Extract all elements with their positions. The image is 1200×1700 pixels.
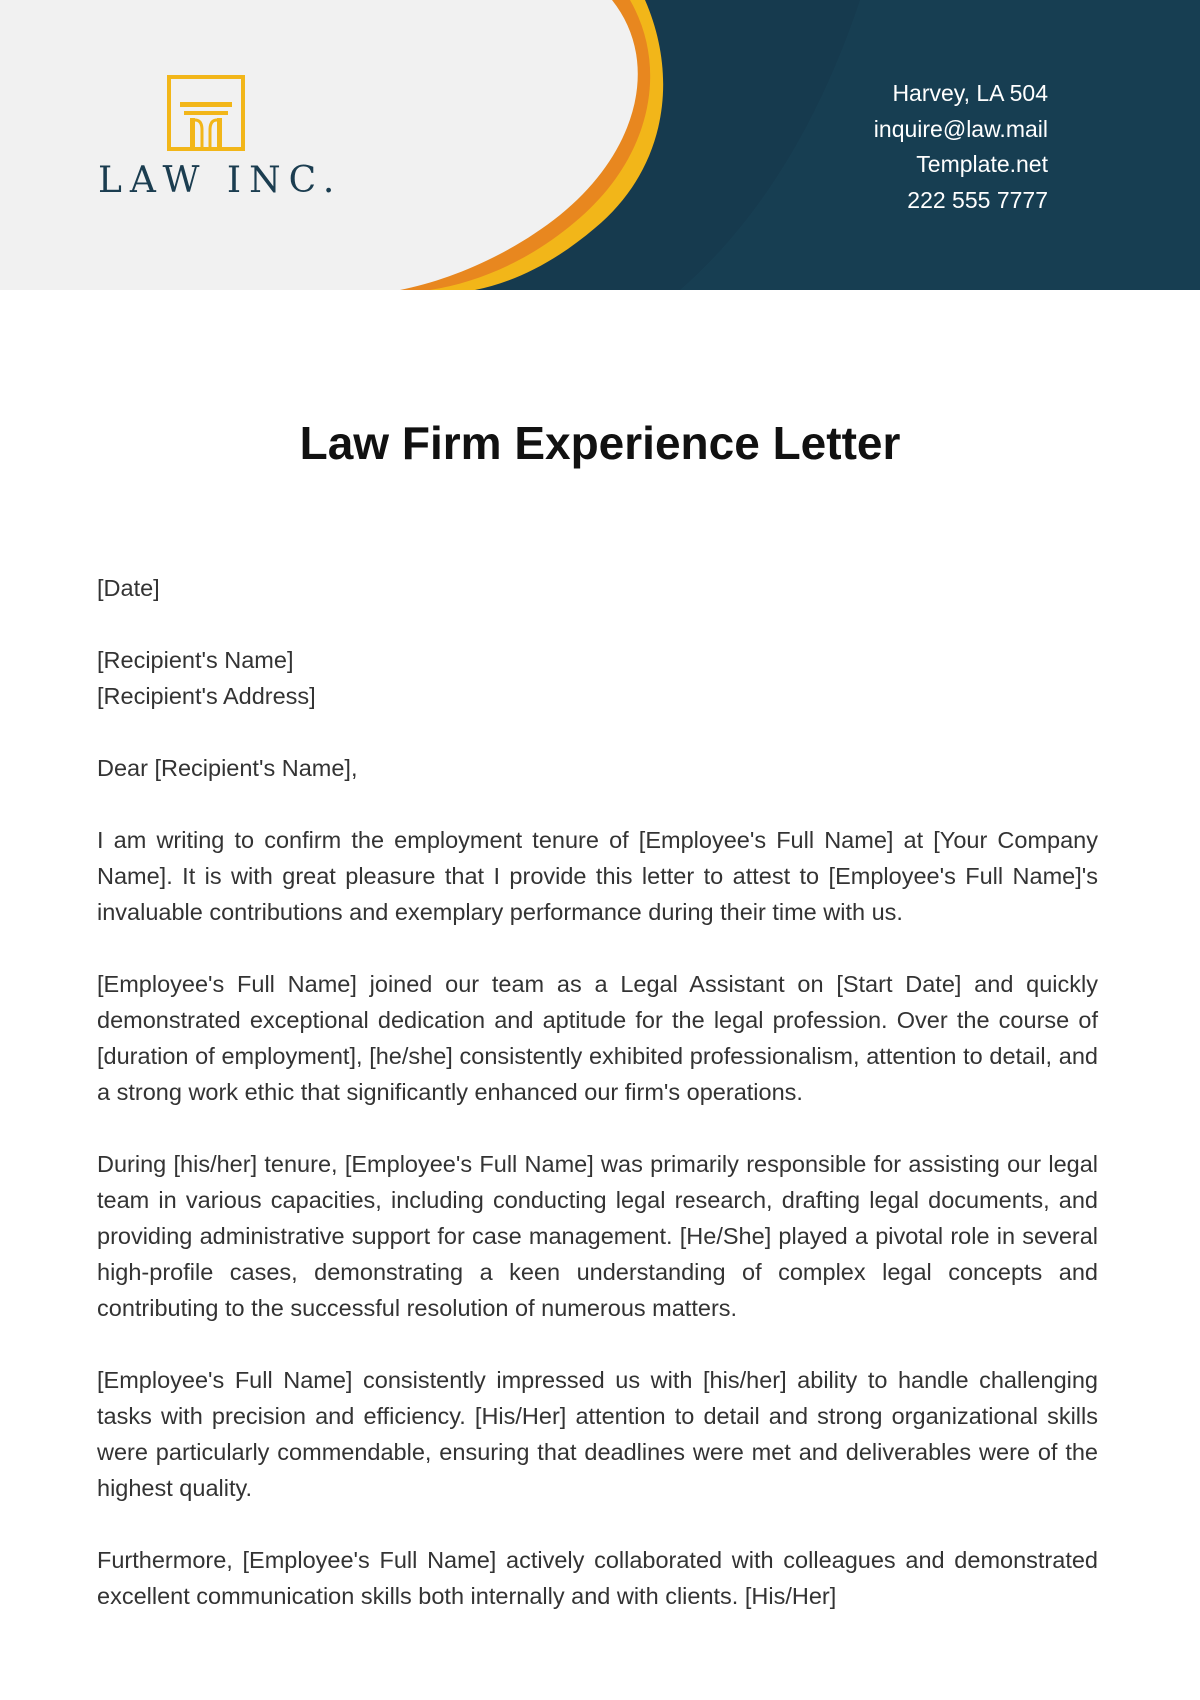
contact-block bbox=[874, 76, 1048, 218]
recipient-block bbox=[97, 642, 1098, 714]
document-title: Law Firm Experience Letter bbox=[299, 417, 901, 469]
paragraph: Furthermore, [Employee's Full Name] actively collaborated with colleagues and demonstrated excellent communication skills both internally and with clients. [His/Her] bbox=[97, 1547, 1098, 1609]
paragraph: [Employee's Full Name] joined our team as a Legal Assistant on [Start Date] and quickly demonstrated exceptional dedication and aptitude for the legal profession. Over the course of [duration of employment], [he/she] consistently exhibited professionalism, attention to detail, and a strong work ethic that significantly enhanced our firm's operations. bbox=[97, 971, 1098, 1105]
contact-address: Harvey, LA 504 bbox=[892, 80, 1048, 106]
paragraph: During [his/her] tenure, [Employee's Full Name] was primarily responsible for assisting our legal team in various capacities, including conducting legal research, drafting legal documents, and providing administrative support for case management. [He/She] played a pivotal role in several high-profile cases, demonstrating a keen understanding of complex legal concepts and contributing to the successful resolution of numerous matters. bbox=[97, 1151, 1098, 1321]
salutation: Dear [Recipient's Name], bbox=[97, 755, 358, 781]
paragraph: [Employee's Full Name] consistently impressed us with [his/her] ability to handle challenging tasks with precision and efficiency. [His/Her] attention to detail and strong organizational skills were particularly commendable, ensuring that deadlines were met and deliverables were of the highest quality. bbox=[97, 1367, 1098, 1501]
recipient-address: [Recipient's Address] bbox=[97, 683, 316, 709]
contact-website: Template.net bbox=[916, 151, 1048, 177]
pillar-icon bbox=[166, 74, 246, 152]
company-logo bbox=[98, 74, 343, 204]
company-name: LAW INC. bbox=[98, 160, 343, 201]
contact-phone: 222 555 7777 bbox=[907, 186, 1048, 213]
letter-date: [Date] bbox=[97, 575, 160, 601]
contact-email: inquire@law.mail bbox=[873, 115, 1048, 142]
letter-body bbox=[97, 570, 1098, 1650]
recipient-name: [Recipient's Name] bbox=[97, 647, 294, 673]
letterhead bbox=[0, 0, 1200, 290]
paragraph: I am writing to confirm the employment tenure of [Employee's Full Name] at [Your Company Name]. It is with great pleasure that I provide this letter to attest to [Employee's Full Name]'s invaluable contributions and exemplary performance during their time with us. bbox=[97, 827, 1098, 925]
